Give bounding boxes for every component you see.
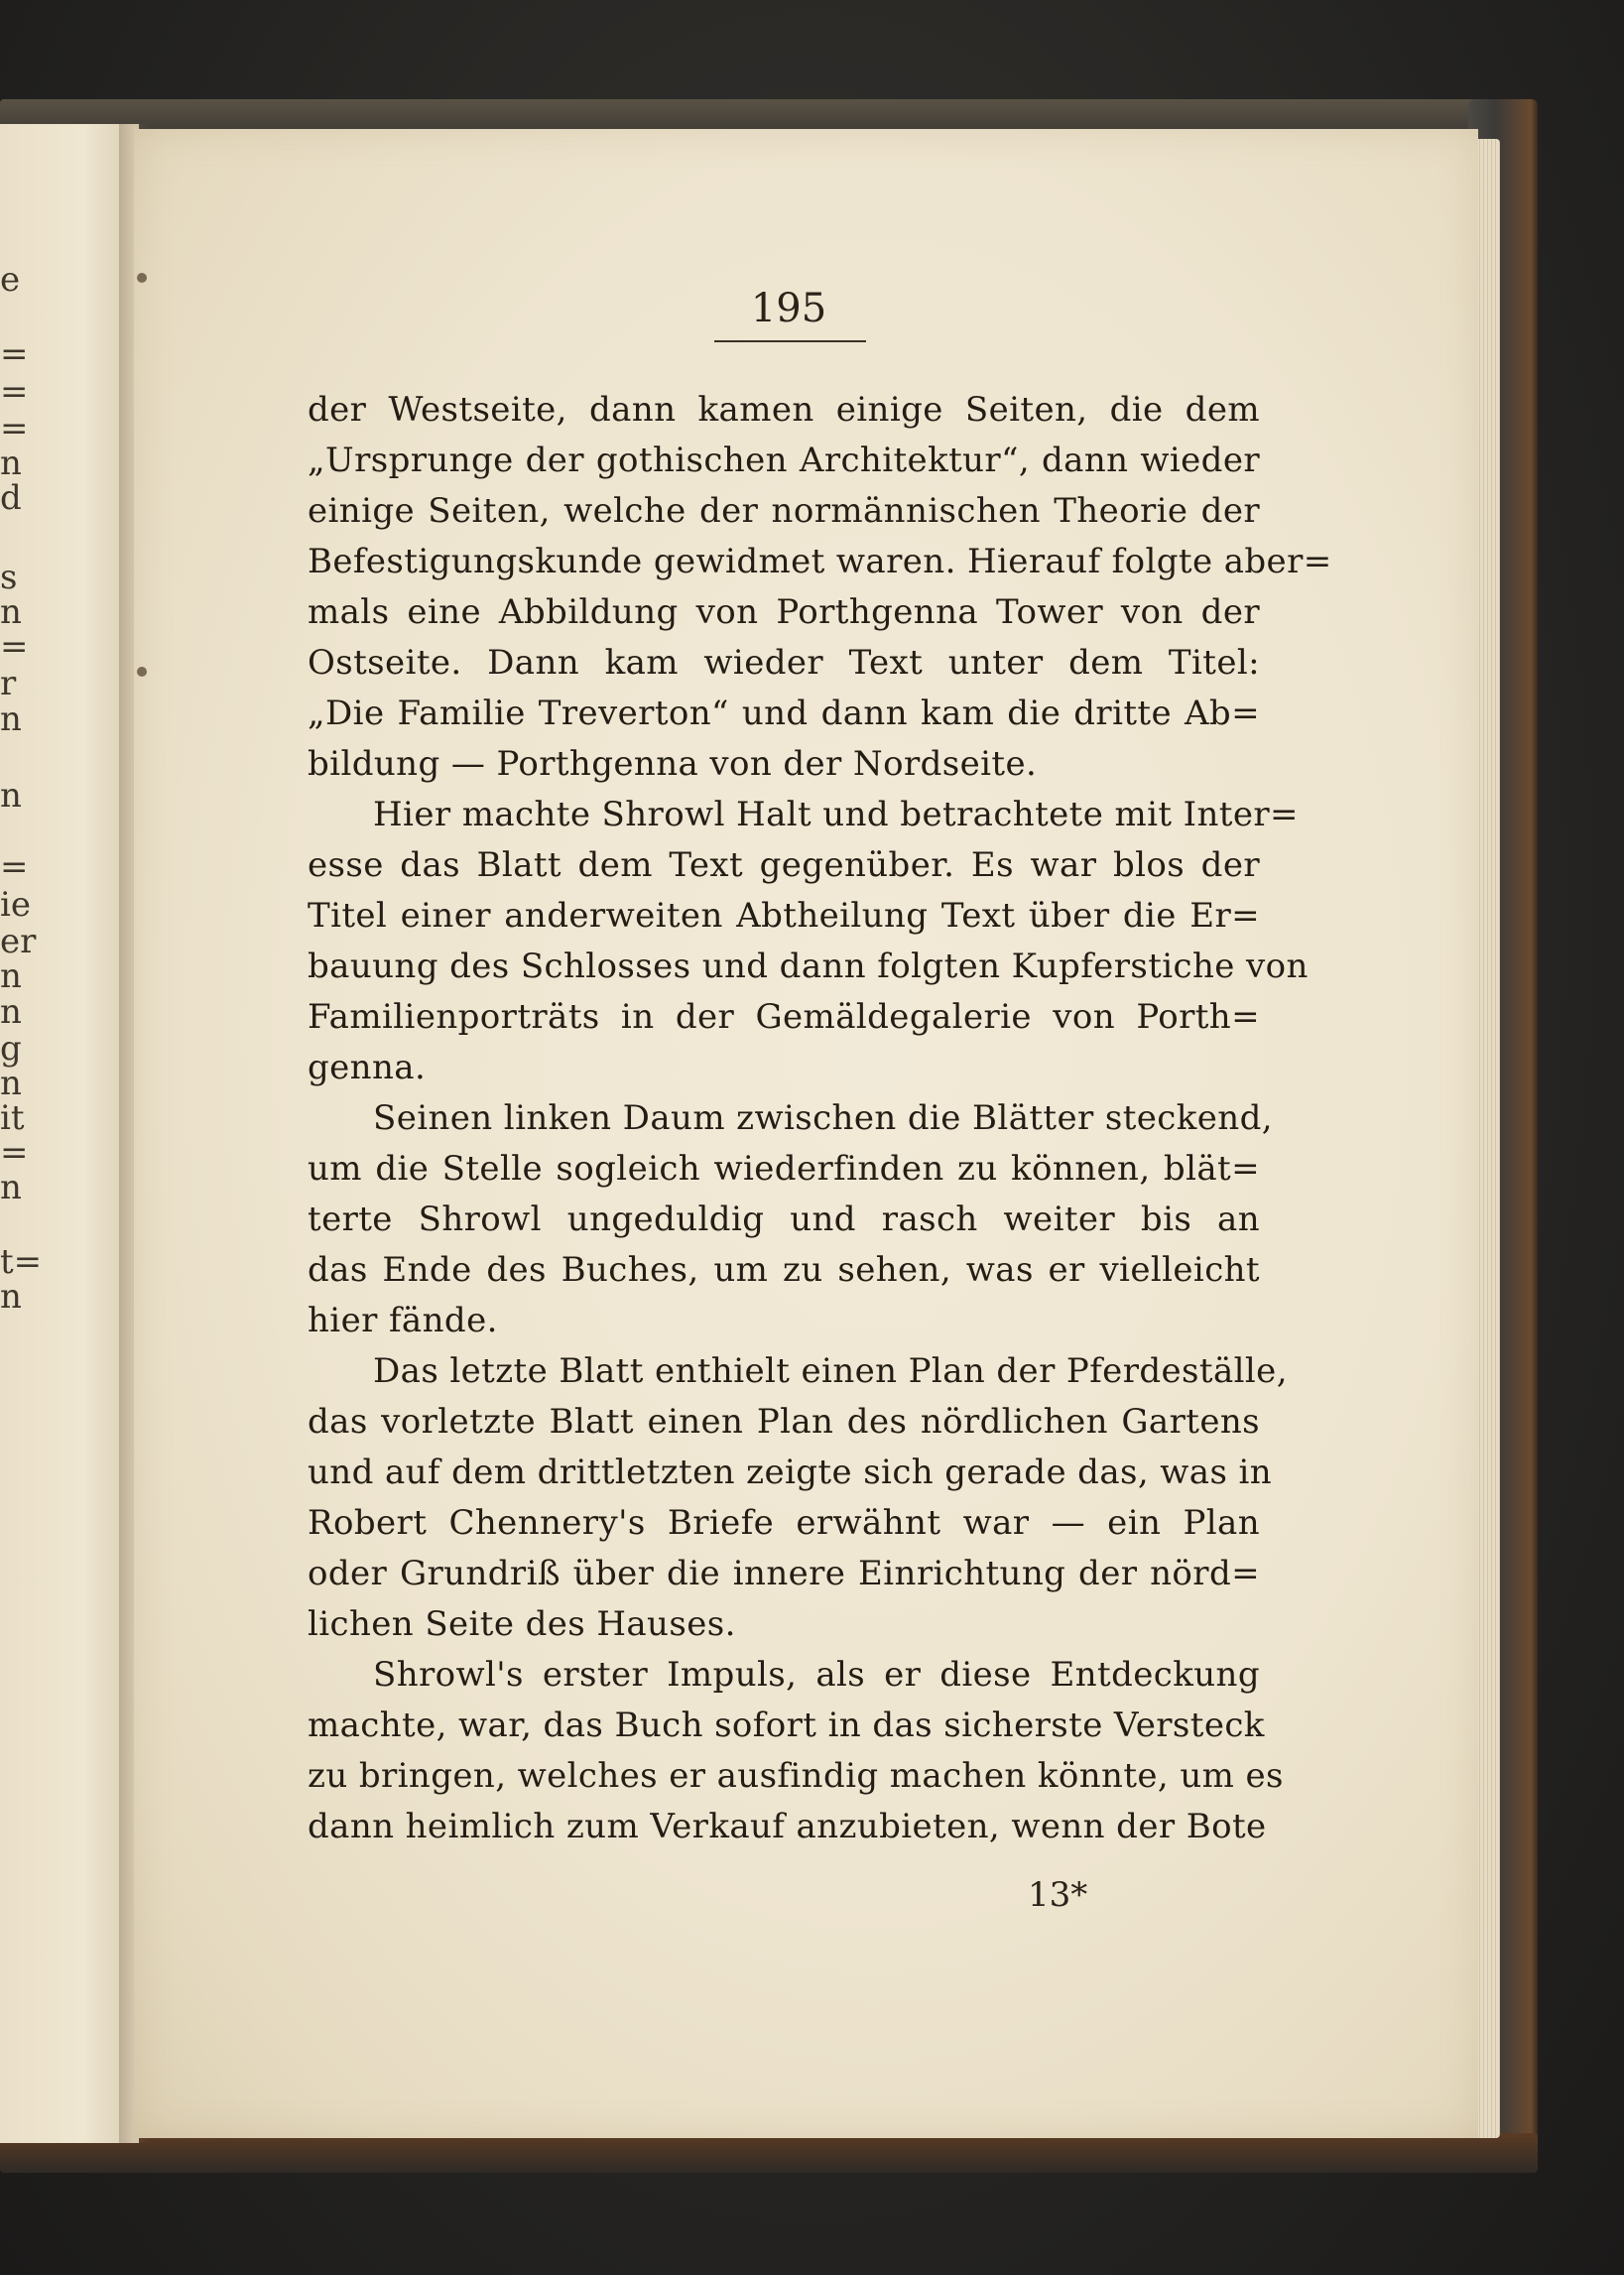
- text-line: oder Grundriß über die innere Einrichtung der nörd=: [308, 1554, 1260, 1593]
- text-line: Das letzte Blatt enthielt einen Plan der Pferdeställe,: [373, 1351, 1288, 1391]
- page-number-rule: [714, 340, 866, 342]
- text-line: terte Shrowl ungeduldig und rasch weiter bis an: [308, 1200, 1260, 1239]
- text-line: Familienporträts in der Gemäldegalerie von Porth=: [308, 997, 1260, 1037]
- text-line: Seinen linken Daum zwischen die Blätter steckend,: [373, 1098, 1273, 1138]
- text-line: lichen Seite des Hauses.: [308, 1604, 736, 1644]
- text-line: Shrowl's erster Impuls, als er diese Entdeckung: [373, 1655, 1260, 1695]
- text-line: bauung des Schlosses und dann folgten Kupferstiche von: [308, 947, 1309, 986]
- text-line: das vorletzte Blatt einen Plan des nördlichen Gartens: [308, 1402, 1260, 1442]
- text-line: Hier machte Shrowl Halt und betrachtete mit Inter=: [373, 795, 1299, 834]
- left-page-fragment: n: [0, 1168, 22, 1207]
- left-page-fragment: s: [0, 558, 18, 597]
- left-page-fragment: g: [0, 1029, 22, 1069]
- left-page-fragment: =: [0, 334, 29, 374]
- text-line: um die Stelle sogleich wiederfinden zu können, blät=: [308, 1149, 1260, 1189]
- left-page-fragment: r: [0, 664, 17, 703]
- left-page-fragment: =: [0, 847, 29, 887]
- text-line: Robert Chennery's Briefe erwähnt war — ein Plan: [308, 1503, 1260, 1543]
- text-line: und auf dem drittletzten zeigte sich gerade das, was in: [308, 1453, 1273, 1492]
- text-line: machte, war, das Buch sofort in das sicherste Versteck: [308, 1706, 1265, 1745]
- left-page: [0, 124, 139, 2143]
- left-page-fragment: d: [0, 478, 22, 518]
- text-line: genna.: [308, 1048, 427, 1087]
- text-line: Befestigungskunde gewidmet waren. Hierauf folgte aber=: [308, 542, 1332, 581]
- binding-mark: [137, 273, 147, 283]
- page-number: 195: [750, 286, 827, 331]
- left-page-fragment: n: [0, 776, 22, 816]
- left-page-fragment: it: [0, 1098, 25, 1138]
- signature-mark: 13*: [1028, 1875, 1088, 1915]
- body-text: [308, 385, 1332, 1852]
- left-page-fragment: n: [0, 992, 22, 1032]
- left-page-fragment: er: [0, 922, 37, 961]
- text-line: einige Seiten, welche der normännischen Theorie der: [308, 491, 1260, 531]
- text-line: Ostseite. Dann kam wieder Text unter dem Titel:: [308, 643, 1260, 683]
- text-line: bildung — Porthgenna von der Nordseite.: [308, 744, 1038, 784]
- text-line: mals eine Abbildung von Porthgenna Tower von der: [308, 592, 1260, 632]
- text-line: zu bringen, welches er ausfindig machen könnte, um es: [308, 1756, 1284, 1796]
- text-line: esse das Blatt dem Text gegenüber. Es war blos der: [308, 845, 1260, 885]
- left-page-fragment: =: [0, 409, 29, 448]
- text-line: Titel einer anderweiten Abtheilung Text über die Er=: [308, 896, 1260, 936]
- binding-mark: [137, 667, 147, 677]
- left-page-fragment: =: [0, 627, 29, 667]
- left-page-fragment: t=: [0, 1242, 43, 1282]
- left-page-fragment: ie: [0, 885, 31, 925]
- left-page-fragment: =: [0, 372, 29, 412]
- left-page-fragment: n: [0, 592, 22, 632]
- left-page-fragment: =: [0, 1133, 29, 1173]
- left-page-fragment: n: [0, 443, 22, 483]
- left-page-fragment: n: [0, 1277, 22, 1317]
- text-line: hier fände.: [308, 1301, 498, 1340]
- text-line: der Westseite, dann kamen einige Seiten, die dem: [308, 390, 1260, 430]
- text-line: „Die Familie Treverton“ und dann kam die dritte Ab=: [308, 694, 1260, 733]
- left-page-fragment: n: [0, 956, 22, 996]
- book-cover-bottom: [0, 2133, 1538, 2173]
- left-page-fragment: n: [0, 1064, 22, 1103]
- left-page-fragment: e: [0, 260, 21, 300]
- left-page-fragment: n: [0, 699, 22, 739]
- text-line: dann heimlich zum Verkauf anzubieten, wenn der Bote: [308, 1807, 1267, 1846]
- text-line: „Ursprunge der gothischen Architektur“, dann wieder: [308, 441, 1260, 480]
- text-line: das Ende des Buches, um zu sehen, was er vielleicht: [308, 1250, 1260, 1290]
